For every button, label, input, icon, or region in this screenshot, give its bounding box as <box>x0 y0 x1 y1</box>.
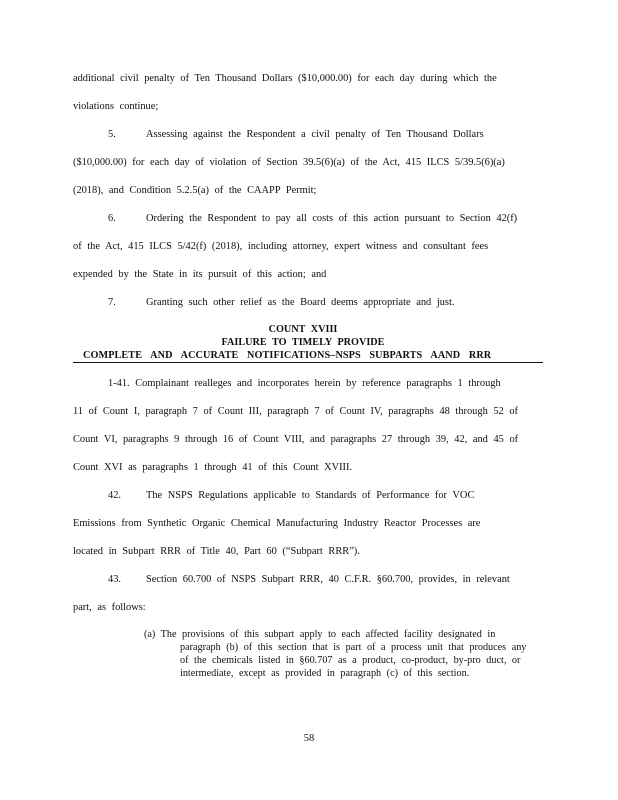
count-subheading-underlined: COMPLETE AND ACCURATE NOTIFICATIONS–NSPS SUBPARTS AAND RRR <box>73 350 543 363</box>
count-heading: COUNT XVIII <box>268 324 338 335</box>
text-line: Emissions from Synthetic Organic Chemical Manufacturing Industry Reactor Processes are <box>73 518 481 529</box>
block-quote-line: intermediate, except as provided in paragraph (c) of this section. <box>180 668 470 679</box>
paragraph-6 <box>108 212 548 225</box>
text-line: part, as follows: <box>73 602 146 613</box>
text-line: Assessing against the Respondent a civil penalty of Ten Thousand Dollars <box>146 129 484 140</box>
text-line: Ordering the Respondent to pay all costs of this action pursuant to Section 42(f) <box>146 213 518 224</box>
paragraph-7 <box>108 296 548 309</box>
text-line: 11 of Count I, paragraph 7 of Count III, paragraph 7 of Count IV, paragraphs 48 through 52 of <box>73 406 519 417</box>
paragraph-number: 42. <box>108 490 121 501</box>
block-quote-line: paragraph (b) of this section that is part of a process unit that produces any <box>180 642 527 653</box>
text-line: located in Subpart RRR of Title 40, Part 60 (“Subpart RRR”). <box>73 546 360 557</box>
text-line: additional civil penalty of Ten Thousand Dollars ($10,000.00) for each day during which the <box>73 73 497 84</box>
text-line: Section 60.700 of NSPS Subpart RRR, 40 C.F.R. §60.700, provides, in relevant <box>146 574 510 585</box>
paragraph-number: 43. <box>108 574 121 585</box>
text-line: of the Act, 415 ILCS 5/42(f) (2018), including attorney, expert witness and consultant fees <box>73 241 489 252</box>
paragraph-42 <box>108 489 548 502</box>
text-line: violations continue; <box>73 101 159 112</box>
text-line: Count XVI as paragraphs 1 through 41 of this Count XVIII. <box>73 462 353 473</box>
text-line: ($10,000.00) for each day of violation of Section 39.5(6)(a) of the Act, 415 ILCS 5/39.5(6)(a) <box>73 157 505 168</box>
paragraph-number: 6. <box>108 213 116 224</box>
block-quote-line: of the chemicals listed in §60.707 as a product, co-product, by-pro duct, or <box>180 655 521 666</box>
text-line: Count VI, paragraphs 9 through 16 of Count VIII, and paragraphs 27 through 39, 42, and 45 of <box>73 434 519 445</box>
text-line: Granting such other relief as the Board deems appropriate and just. <box>146 297 455 308</box>
paragraph-number: 5. <box>108 129 116 140</box>
text-line: (2018), and Condition 5.2.5(a) of the CAAPP Permit; <box>73 185 317 196</box>
paragraph-43 <box>108 573 548 586</box>
text-line: expended by the State in its pursuit of this action; and <box>73 269 327 280</box>
paragraph-number: 7. <box>108 297 116 308</box>
count-subheading: FAILURE TO TIMELY PROVIDE <box>221 337 385 348</box>
block-quote-line: (a) The provisions of this subpart apply to each affected facility designated in <box>144 629 496 640</box>
page-number: 58 <box>303 733 315 744</box>
paragraph-5 <box>108 128 548 141</box>
paragraph-1-41: 1-41. Complainant realleges and incorporates herein by reference paragraphs 1 through <box>108 378 501 389</box>
text-line: The NSPS Regulations applicable to Standards of Performance for VOC <box>146 490 475 501</box>
